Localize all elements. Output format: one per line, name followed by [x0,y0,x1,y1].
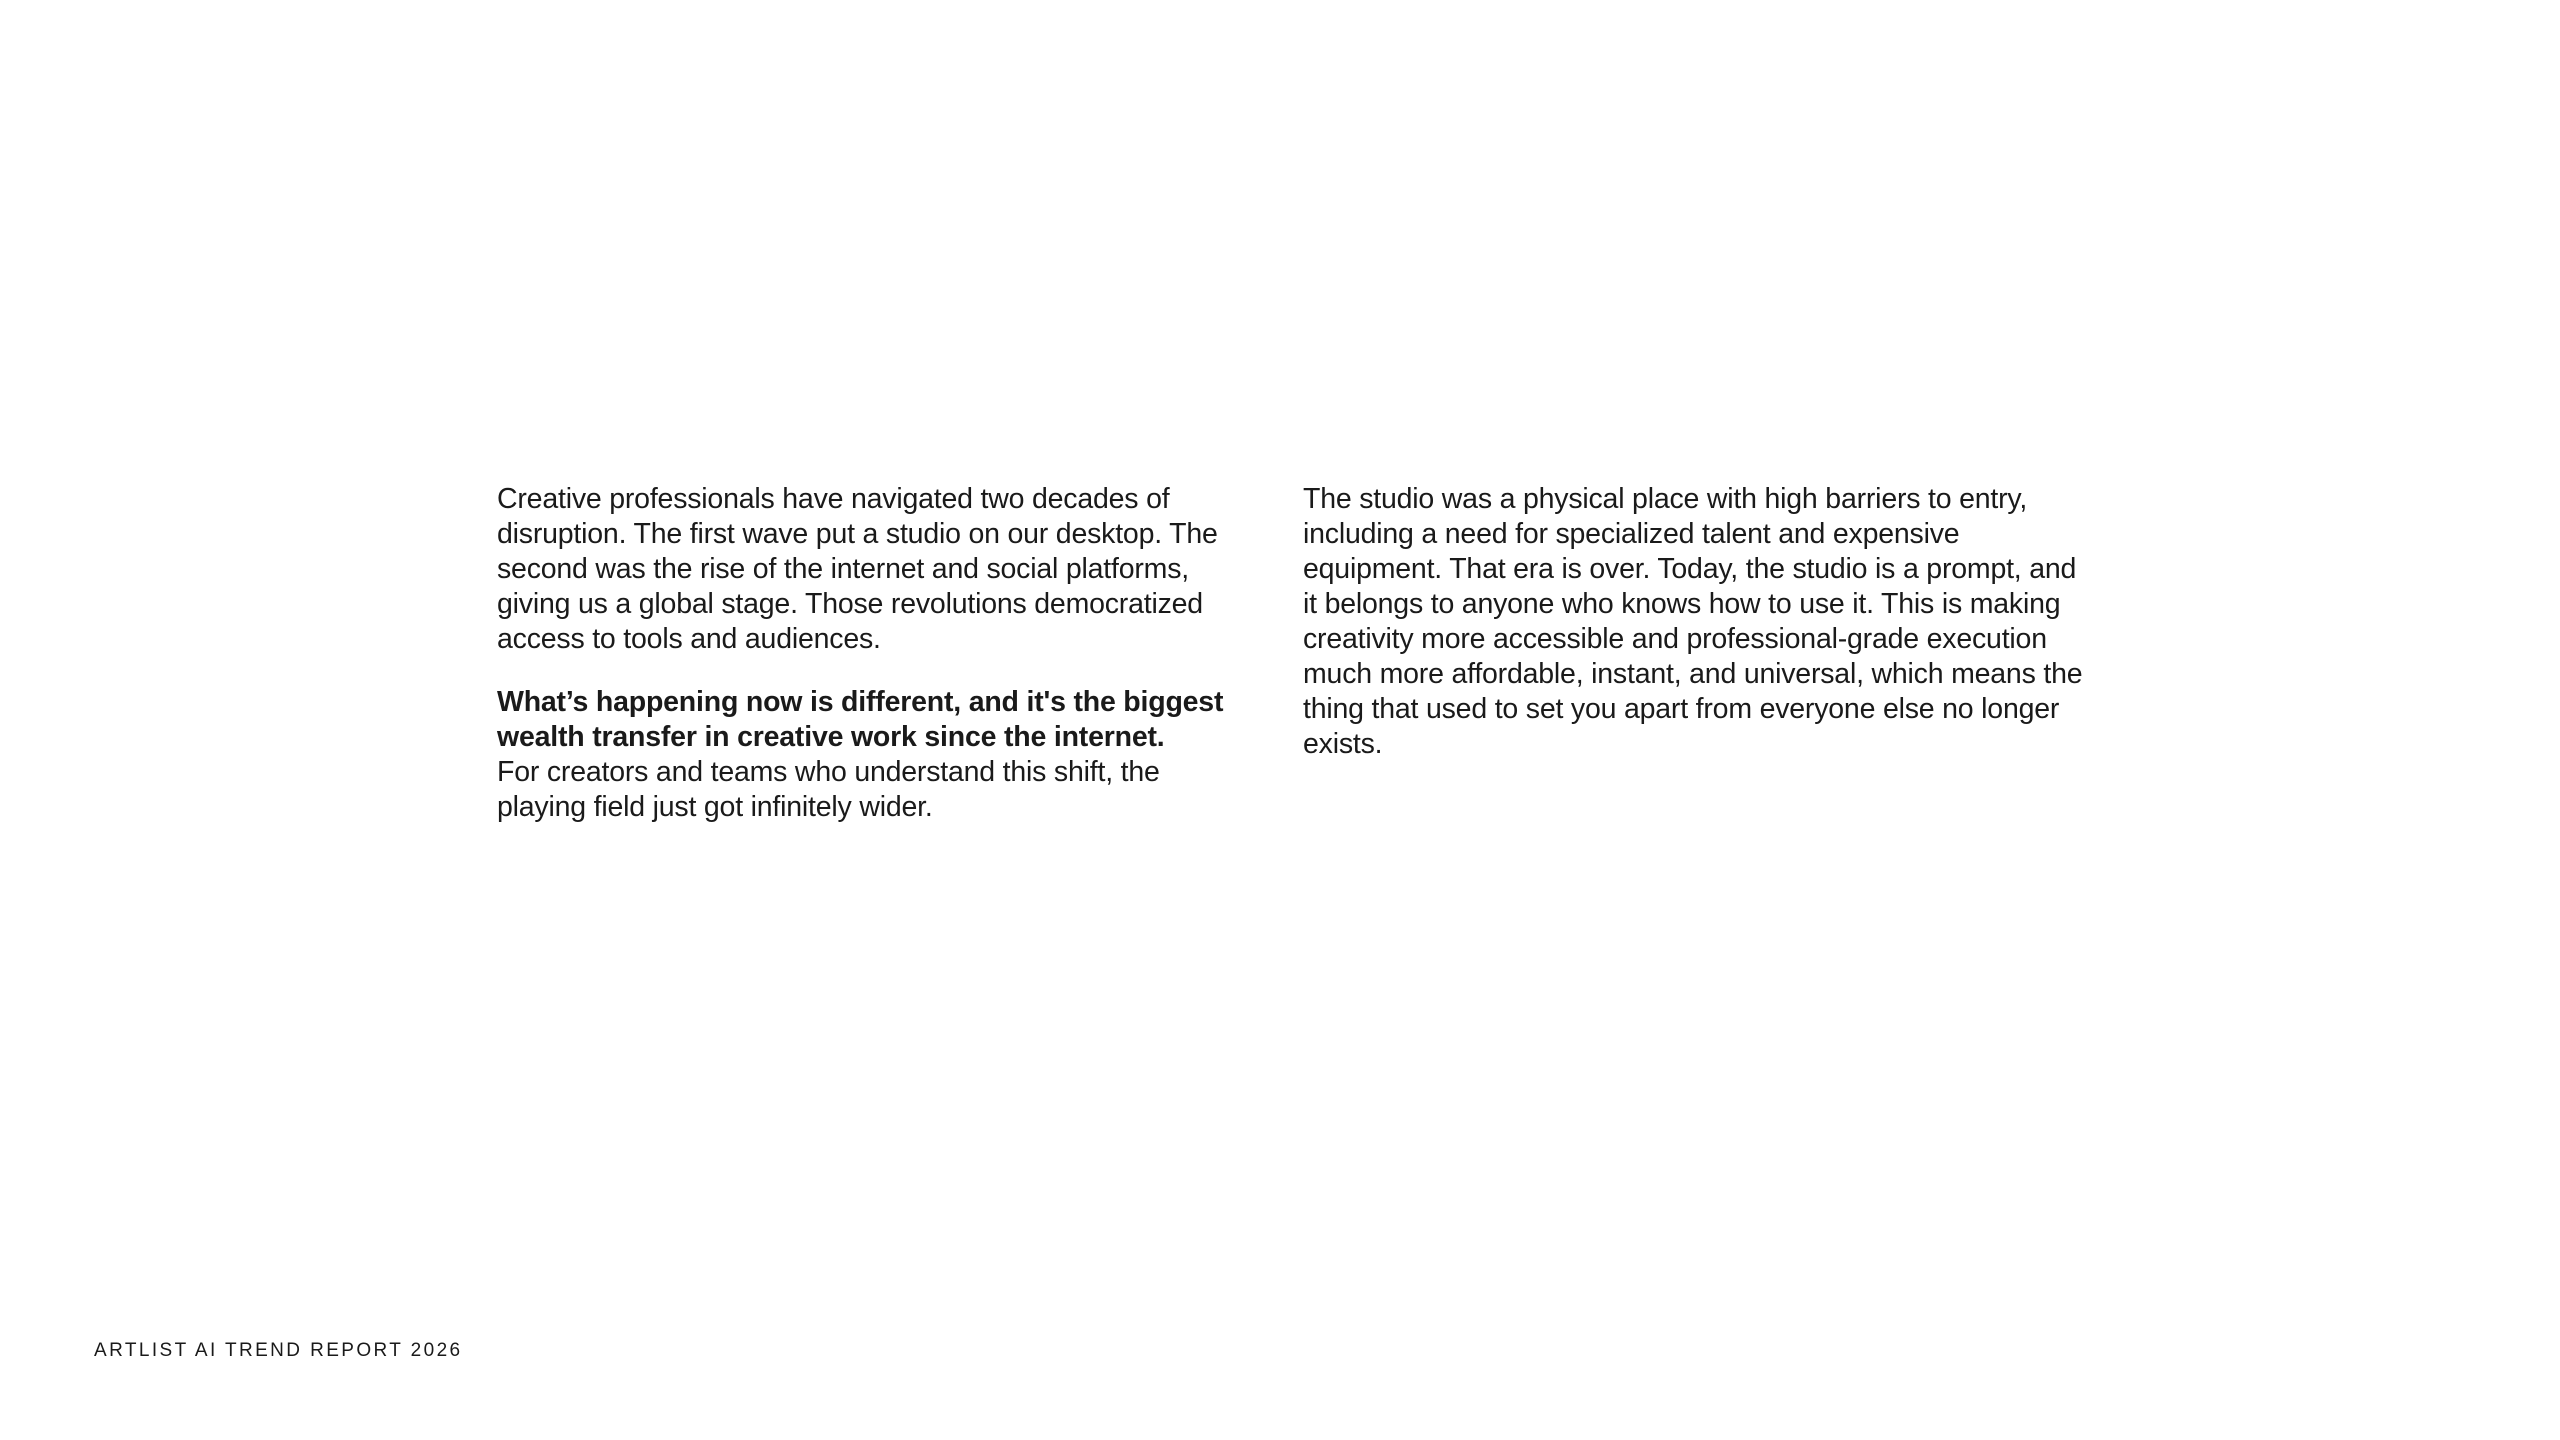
left-paragraph-shift [497,685,1232,825]
left-paragraph-body: For creators and teams who understand this shift, the playing field just got infinitely wider. [497,756,1160,823]
left-text-column [497,482,1232,825]
left-paragraph-intro: Creative professionals have navigated two decades of disruption. The first wave put a studio on our desktop. The second was the rise of the internet and social platforms, giving us a global stage. Those revolutions democratized access to tools and audiences. [497,483,1218,655]
right-text-column [1303,482,2083,762]
report-footer-label: ARTLIST AI TREND REPORT 2026 [94,1340,463,1361]
left-paragraph-bold-lead: What’s happening now is different, and it's the biggest wealth transfer in creative work since the internet. [497,686,1224,753]
right-paragraph-studio: The studio was a physical place with high barriers to entry, including a need for specialized talent and expensive equipment. That era is over. Today, the studio is a prompt, and it belongs to anyone who knows how to use it. This is making creativity more accessible and professional-grade execution much more affordable, instant, and universal, which means the thing that used to set you apart from everyone else no longer exists. [1303,483,2083,760]
